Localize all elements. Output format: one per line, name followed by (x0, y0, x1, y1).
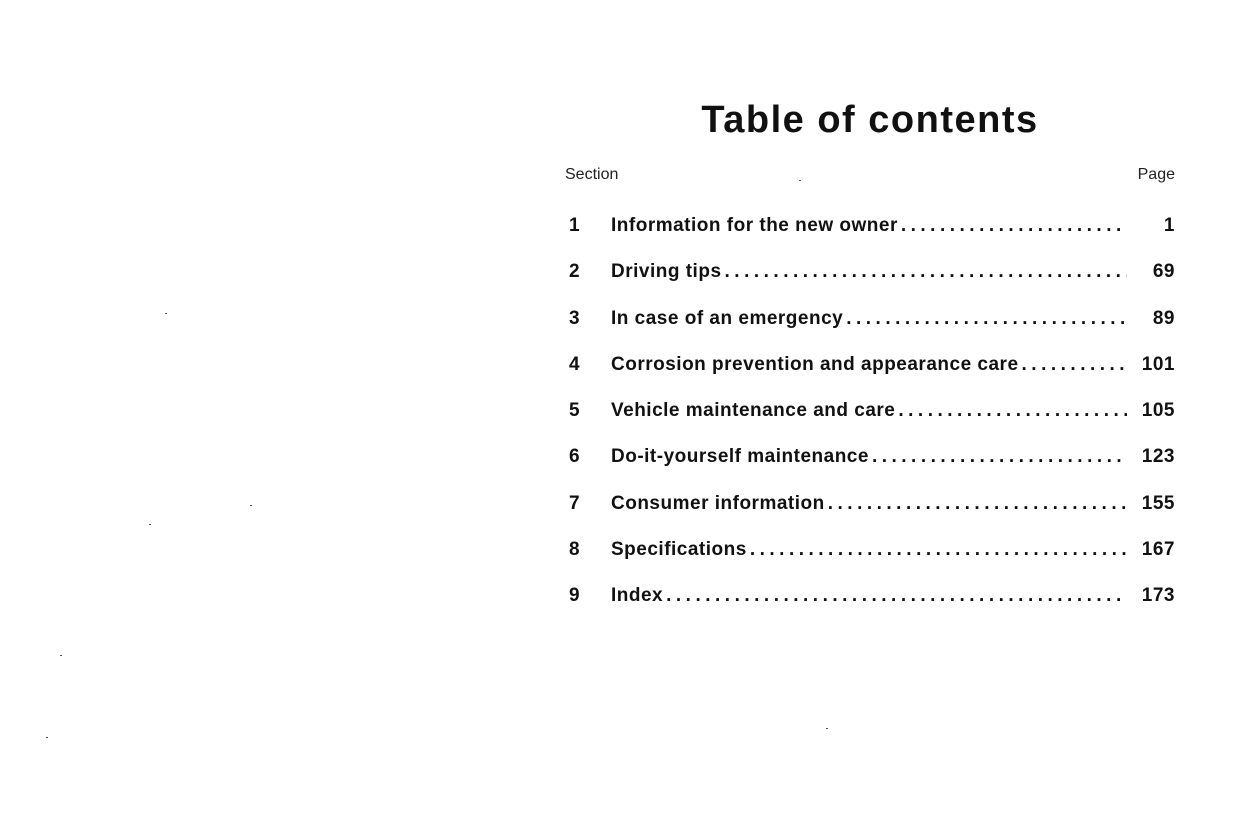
dot-leader (898, 400, 1127, 422)
toc-entry-page: 1 (1163, 215, 1175, 236)
toc-entry-label: Corrosion prevention and appearance care (611, 353, 1019, 375)
toc-entry-label: Information for the new owner (611, 215, 898, 236)
toc-entry-number: 6 (569, 446, 581, 468)
scan-speck (149, 524, 151, 525)
scan-speck (46, 737, 48, 738)
toc-entry (565, 493, 1175, 539)
toc-entry-number: 5 (569, 400, 581, 422)
dot-leader (1022, 354, 1127, 376)
toc-entry-page: 101 (1141, 353, 1175, 375)
section-column-header: Section (565, 166, 619, 183)
toc-entry-label: Specifications (611, 539, 747, 561)
toc-entry (565, 261, 1175, 307)
toc-entry-number: 8 (569, 539, 581, 561)
toc-entry-number: 4 (569, 353, 581, 375)
toc-entry-label: Do-it-yourself maintenance (611, 446, 869, 468)
dot-leader (750, 539, 1127, 561)
scan-speck (826, 728, 828, 729)
scan-speck (165, 313, 167, 314)
toc-entry-page: 69 (1152, 261, 1175, 283)
dot-leader (872, 446, 1127, 468)
dot-leader (666, 585, 1127, 607)
toc-entry-page: 105 (1141, 400, 1175, 422)
toc-entry (565, 308, 1175, 354)
toc-entry-page: 155 (1141, 492, 1175, 514)
toc-entry (565, 539, 1175, 585)
toc-entry-label: Consumer information (611, 492, 825, 514)
scan-speck (799, 180, 801, 181)
toc-entry-label: Index (611, 585, 664, 607)
toc-entry-page: 89 (1152, 307, 1175, 329)
toc-entry-number: 2 (569, 261, 581, 283)
page-title: Table of contents (701, 99, 1039, 141)
toc-entry (565, 446, 1175, 492)
toc-entry (565, 585, 1175, 631)
toc-entry-number: 9 (569, 585, 581, 607)
toc-entry-label: Driving tips (611, 261, 722, 283)
toc-entry (565, 215, 1175, 261)
toc-entry-number: 1 (569, 215, 581, 236)
toc-entry-page: 123 (1141, 446, 1175, 468)
toc-entry-number: 3 (569, 307, 581, 329)
toc-entry-page: 167 (1141, 539, 1175, 561)
toc-entry (565, 354, 1175, 400)
toc-entry-page: 173 (1141, 585, 1175, 607)
toc-list (565, 215, 1175, 632)
dot-leader (901, 215, 1127, 237)
toc-entry (565, 400, 1175, 446)
scan-speck (60, 655, 62, 656)
page-column-header: Page (1137, 166, 1175, 183)
scan-speck (250, 505, 252, 506)
toc-entry-label: In case of an emergency (611, 307, 844, 329)
toc-entry-label: Vehicle maintenance and care (611, 400, 896, 422)
dot-leader (846, 308, 1127, 330)
toc-entry-number: 7 (569, 492, 581, 514)
dot-leader (725, 261, 1127, 283)
dot-leader (828, 493, 1127, 515)
